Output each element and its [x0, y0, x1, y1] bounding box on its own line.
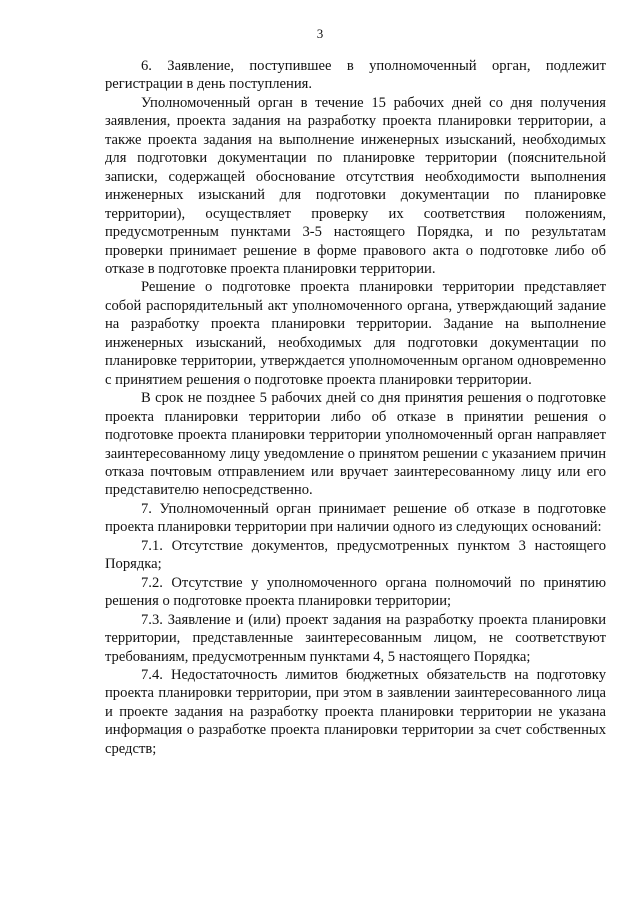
paragraph-7: 7. Уполномоченный орган принимает решение об отказе в подготовке проекта планировки территории при наличии одного из следующих оснований:	[105, 500, 606, 536]
paragraph-6: 6. Заявление, поступившее в уполномоченный орган, подлежит регистрации в день поступления.	[105, 58, 606, 93]
page-number: 3	[316, 26, 324, 41]
paragraph-review-period: Уполномоченный орган в течение 15 рабочих дней со дня получения заявления, проекта задания на разработку проекта планировки территории, а также проекта задания на выполнение инженерных изысканий, необходимых для подготовки документации по планировке территории (пояснительной записки, содержащей обоснование отсутствия необходимости выполнения инженерных изысканий для подготовки документации по планировке территории), осуществляет проверку их соответствия положениям, предусмотренным пунктами 3-5 настоящего Порядка, и по результатам проверки принимает решение в форме правового акта о подготовке либо об отказе в подготовке проекта планировки территории.	[105, 94, 606, 277]
paragraph-7-4: 7.4. Недостаточность лимитов бюджетных обязательств на подготовку проекта планировки территории, при этом в заявлении заинтересованного лица и проекте задания на разработку проекта планировки территории не указана информация о разработке проекта планировки территории за счет собственных средств;	[105, 666, 606, 757]
paragraph-notification: В срок не позднее 5 рабочих дней со дня принятия решения о подготовке проекта планировки территории либо об отказе в принятии решения о подготовке проекта планировки территории уполномоченный орган направляет заинтересованному лицу уведомление о принятом решении с указанием причин отказа почтовым отправлением или вручает заинтересованному лицу или его представителю непосредственно.	[105, 390, 606, 499]
paragraph-decision-definition: Решение о подготовке проекта планировки территории представляет собой распорядительный акт уполномоченного органа, утверждающий задание на разработку проекта планировки территории. Задание на выполнение инженерных изысканий, необходимых для подготовки документации по планировке территории, утверждается уполномоченным органом одновременно с принятием решения о подготовке проекта планировки территории.	[105, 279, 606, 388]
paragraph-7-1: 7.1. Отсутствие документов, предусмотренных пунктом 3 настоящего Порядка;	[105, 537, 606, 573]
paragraph-7-3: 7.3. Заявление и (или) проект задания на разработку проекта планировки территории, представленные заинтересованным лицом, не соответствуют требованиям, предусмотренным пунктами 4, 5 настоящего Порядка;	[105, 611, 606, 665]
document-body	[105, 57, 606, 758]
paragraph-7-2: 7.2. Отсутствие у уполномоченного органа полномочий по принятию решения о подготовке проекта планировки территории;	[105, 574, 606, 610]
